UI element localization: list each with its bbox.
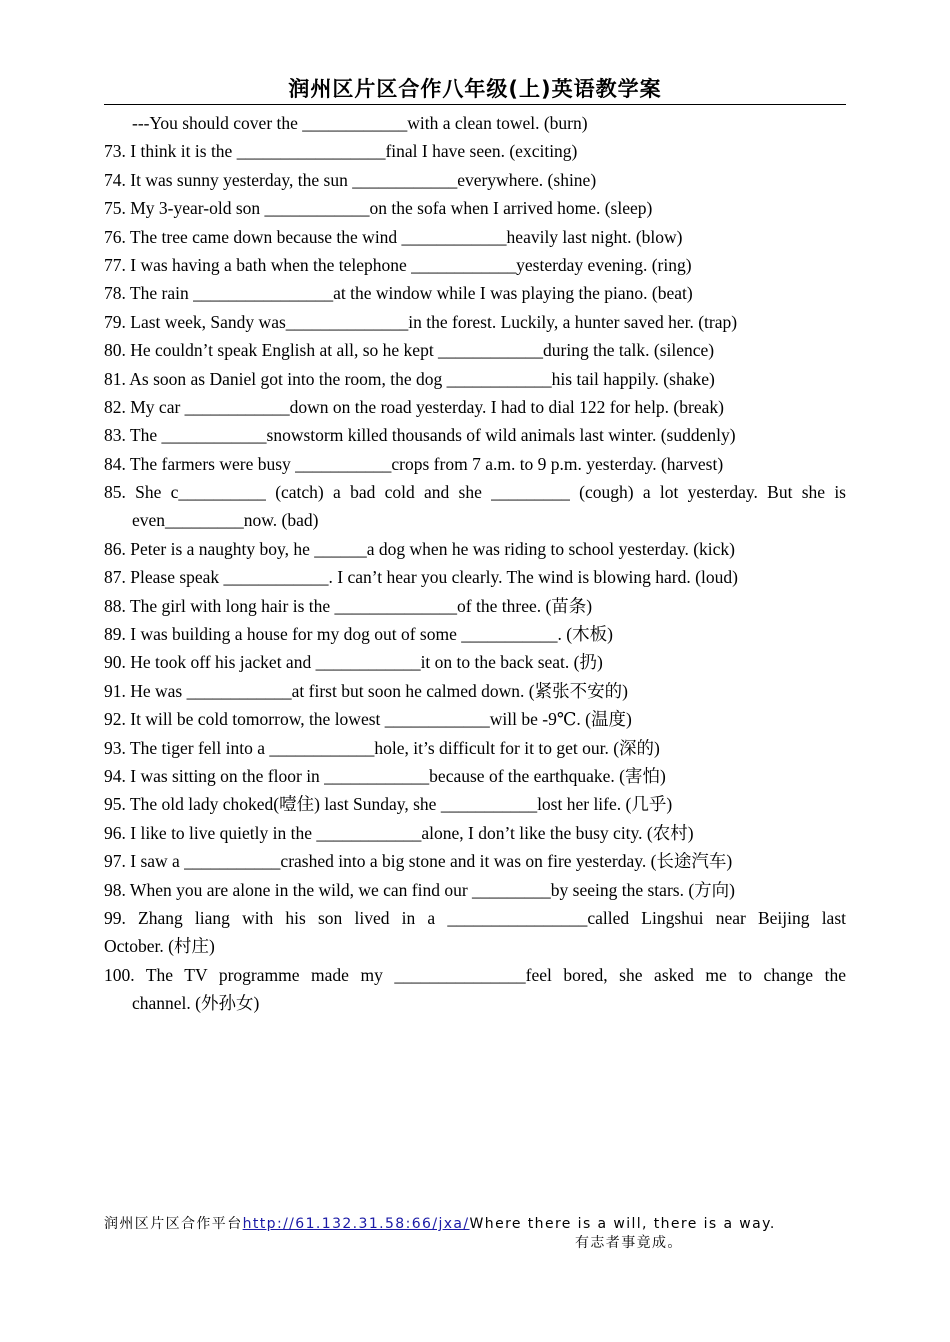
exercise-line: 78. The rain ________________at the window while I was playing the piano. (beat) — [104, 283, 693, 304]
exercise-line: 100. The TV programme made my _______________feel bored, she asked me to change the — [104, 964, 846, 985]
exercise-line: 84. The farmers were busy ___________crops from 7 a.m. to 9 p.m. yesterday. (harvest) — [104, 453, 724, 474]
exercise-line: 73. I think it is the _________________final I have seen. (exciting) — [104, 141, 578, 162]
exercise-line: 92. It will be cold tomorrow, the lowest ____________will be -9℃. (温度) — [104, 709, 632, 730]
exercise-line: 81. As soon as Daniel got into the room, the dog ____________his tail happily. (shake) — [104, 368, 715, 389]
exercise-line: 99. Zhang liang with his son lived in a ________________called Lingshui near Beijing last — [104, 907, 846, 928]
exercise-line: 83. The ____________snowstorm killed thousands of wild animals last winter. (suddenly) — [104, 425, 736, 446]
footer-slogan: Where there is a will, there is a way. — [469, 1216, 776, 1232]
exercise-line: ---You should cover the ____________with a clean towel. (burn) — [132, 113, 588, 133]
footer-motto: 有志者事竟成。 — [575, 1235, 683, 1251]
exercise-line: 90. He took off his jacket and ____________it on to the back seat. (扔) — [104, 652, 603, 673]
exercise-line: 89. I was building a house for my dog out of some ___________. (木板) — [104, 624, 613, 645]
exercise-line: 94. I was sitting on the floor in ____________because of the earthquake. (害怕) — [104, 765, 666, 786]
exercise-line: 74. It was sunny yesterday, the sun ____________everywhere. (shine) — [104, 169, 597, 190]
footer-platform: 润州区片区合作平台 — [104, 1216, 243, 1232]
exercise-line: 98. When you are alone in the wild, we can find our _________by seeing the stars. (方向) — [104, 879, 735, 900]
footer-link[interactable]: http://61.132.31.58:66/jxa/ — [242, 1216, 470, 1232]
exercise-line: 91. He was ____________at first but soon he calmed down. (紧张不安的) — [104, 680, 628, 701]
header-divider — [104, 104, 846, 105]
footer — [104, 1215, 864, 1234]
exercise-line: 79. Last week, Sandy was______________in the forest. Luckily, a hunter saved her. (trap) — [104, 311, 738, 332]
exercise-line: 75. My 3-year-old son ____________on the sofa when I arrived home. (sleep) — [104, 198, 653, 219]
exercise-line: October. (村庄) — [104, 936, 215, 957]
exercise-line: 86. Peter is a naughty boy, he ______a dog when he was riding to school yesterday. (kick) — [104, 538, 735, 559]
exercise-line: 77. I was having a bath when the telephone ____________yesterday evening. (ring) — [104, 254, 692, 275]
exercise-line: 97. I saw a ___________crashed into a big stone and it was on fire yesterday. (长途汽车) — [104, 851, 733, 872]
exercise-line: channel. (外孙女) — [132, 993, 260, 1014]
exercise-line: 85. She c__________ (catch) a bad cold and she _________ (cough) a lot yesterday. But she is — [104, 482, 846, 503]
exercise-line: 95. The old lady choked(噎住) last Sunday, she ___________lost her life. (几乎) — [104, 794, 673, 815]
exercise-line: 87. Please speak ____________. I can’t hear you clearly. The wind is blowing hard. (loud) — [104, 567, 738, 588]
exercise-line: 93. The tiger fell into a ____________hole, it’s difficult for it to get our. (深的) — [104, 737, 660, 758]
exercise-list — [104, 109, 846, 1018]
exercise-line: 88. The girl with long hair is the ______________of the three. (苗条) — [104, 595, 593, 616]
page-title: 润州区片区合作八年级(上)英语教学案 — [288, 77, 662, 101]
exercise-line: 96. I like to live quietly in the ____________alone, I don’t like the busy city. (农村) — [104, 822, 694, 843]
exercise-line: 82. My car ____________down on the road yesterday. I had to dial 122 for help. (break) — [104, 396, 724, 417]
exercise-line: 76. The tree came down because the wind ____________heavily last night. (blow) — [104, 226, 683, 247]
exercise-line: 80. He couldn’t speak English at all, so he kept ____________during the talk. (silence) — [104, 340, 715, 361]
exercise-line: even_________now. (bad) — [132, 510, 319, 531]
